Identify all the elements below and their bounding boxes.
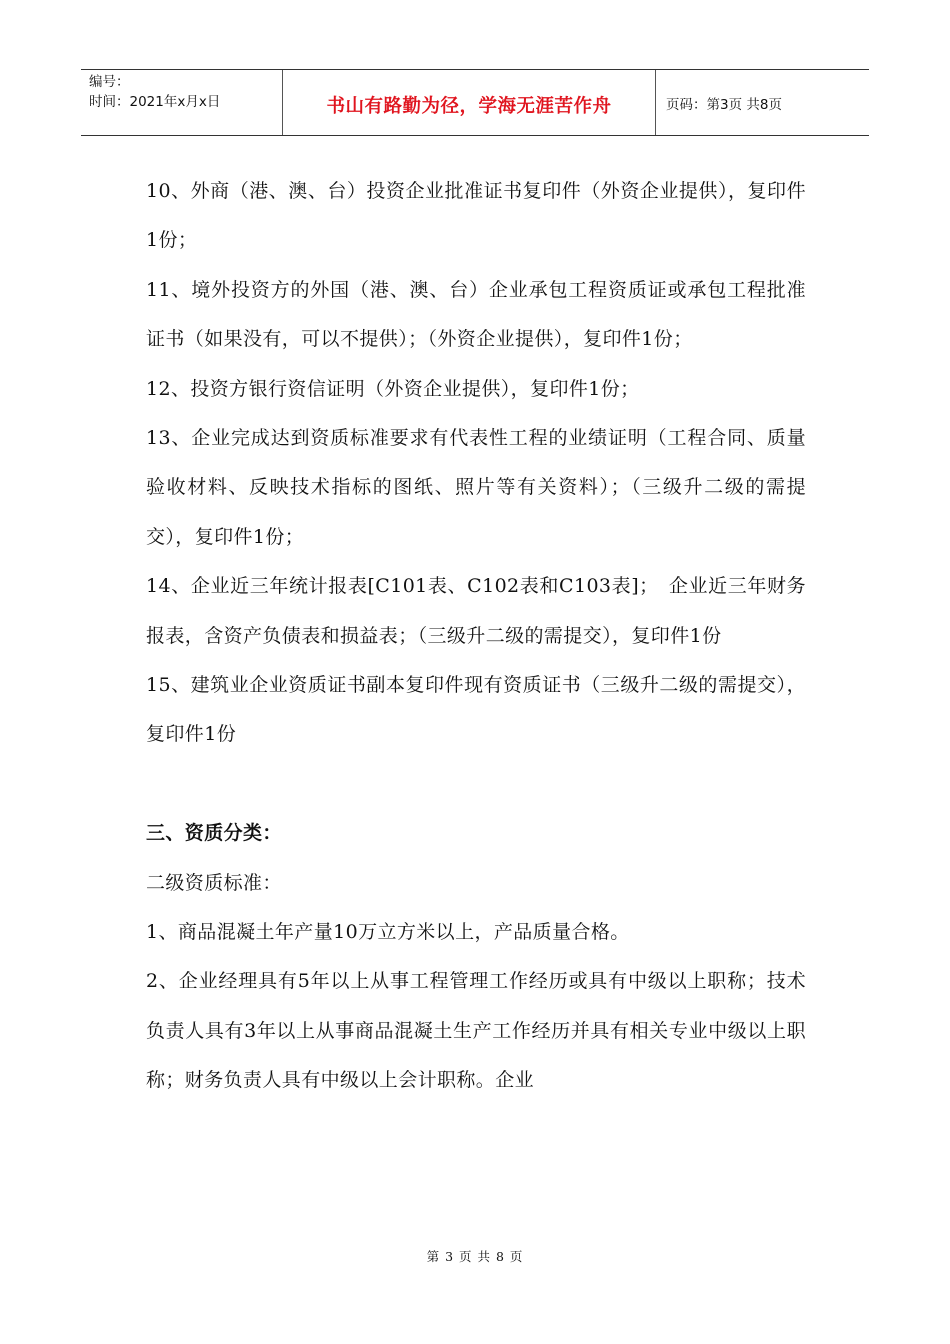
time-label: 时间：2021年x月x日 (89, 94, 221, 110)
standard-item-1: 1、商品混凝土年产量10万立方米以上，产品质量合格。 (146, 921, 630, 944)
number-label: 编号： (89, 74, 130, 90)
sub-title: 二级资质标准： (146, 871, 282, 894)
header-meta-cell (81, 70, 283, 135)
blank-line (146, 760, 806, 809)
motto-text: 书山有路勤为径，学海无涯苦作舟 (326, 96, 612, 117)
page-footer: 第 3 页 共 8 页 (426, 1249, 524, 1264)
paragraph-item-15: 15、建筑业企业资质证书副本复印件现有资质证书（三级升二级的需提交），复印件1份 (146, 674, 806, 746)
header-motto-cell (283, 70, 656, 135)
paragraph-item-12: 12、投资方银行资信证明（外资企业提供），复印件1份； (146, 377, 640, 400)
header-page-cell (656, 70, 869, 135)
section-title: 三、资质分类： (146, 822, 282, 845)
paragraph-item-11: 11、境外投资方的外国（港、澳、台）企业承包工程资质证或承包工程批准证书（如果没有，可以不提供）；（外资企业提供），复印件1份； (146, 278, 806, 351)
document-body (146, 167, 806, 1106)
paragraph-item-14: 14、企业近三年统计报表[C101表、C102表和C103表]； 企业近三年财务报表，含资产负债表和损益表；（三级升二级的需提交），复印件1份 (146, 575, 806, 647)
document-header (81, 69, 869, 136)
page-info: 页码：第3页 共8页 (666, 96, 782, 113)
paragraph-item-10: 10、外商（港、澳、台）投资企业批准证书复印件（外资企业提供），复印件1份； (146, 180, 806, 252)
paragraph-item-13: 13、企业完成达到资质标准要求有代表性工程的业绩证明（工程合同、质量验收材料、反映技术指标的图纸、照片等有关资料）；（三级升二级的需提交），复印件1份； (146, 427, 806, 548)
standard-item-2: 2、企业经理具有5年以上从事工程管理工作经历或具有中级以上职称；技术负责人具有3年以上从事商品混凝土生产工作经历并具有相关专业中级以上职称；财务负责人具有中级以上会计职称。企业 (146, 970, 806, 1092)
